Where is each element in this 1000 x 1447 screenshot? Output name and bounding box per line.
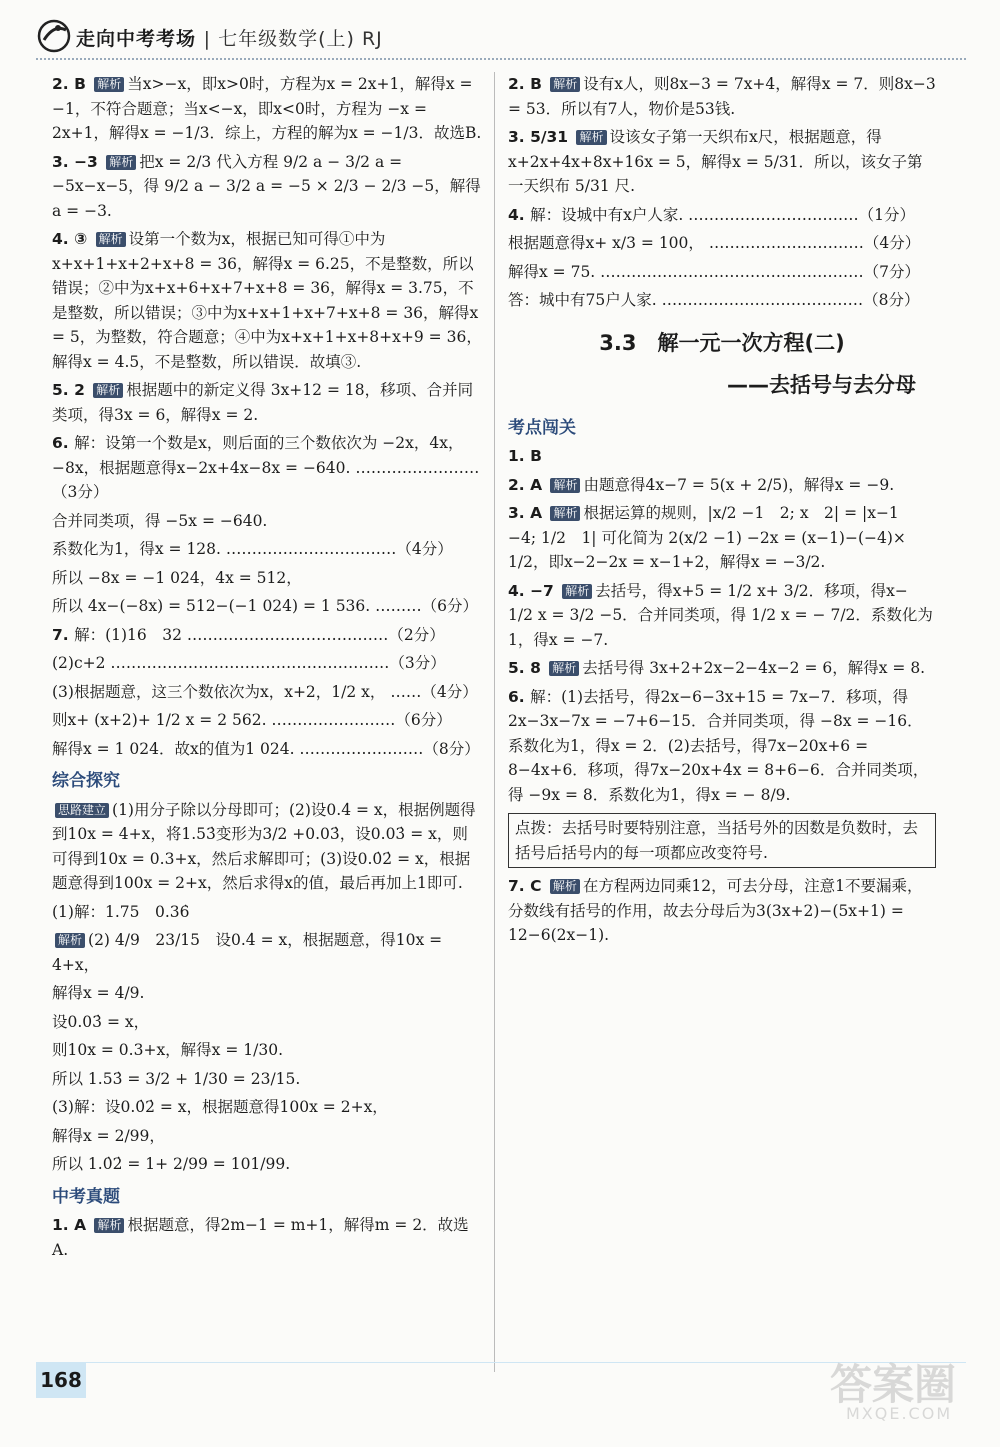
header-subtitle: | 七年级数学(上) RJ (203, 28, 383, 50)
answer-item (508, 260, 936, 285)
answer-text: 根据运算的规则，|x/2 −1 2; x 2| = |x−1 −4; 1/2 1| 可化简为 2(x/2 −1) −2x = (x−1)−(−4)× 1/2，即x−2−2x = x−1+2，解得x = −3/2. (508, 504, 915, 571)
answer-number: 2. A (508, 475, 548, 494)
answer-text: 解：(1)去括号，得2x−6−3x+15 = 7x−7．移项，得2x−3x−7x = −7+6−15．合并同类项，得 −8x = −16．系数化为1，得x = 2．(2)去括号，得7x−20x+6 = 8−4x+6．移项，得7x−20x+4x = 8+6−6．合并同类项，得 −9x = 8．系数化为1，得x = − 8/9. (508, 687, 929, 804)
answer-text: 解：设城中有x户人家. ……………………………（1分） (530, 205, 916, 224)
answer-text: 解得x = 1 024．故x的值为1 024. ……………………（8分） (52, 739, 480, 758)
answer-number: 7. C (508, 877, 547, 895)
answer-text: 则x+ (x+2)+ 1/2 x = 2 562. ……………………（6分） (52, 711, 452, 729)
answer-item (508, 874, 936, 948)
answer-item (52, 594, 482, 619)
analysis-tag: 解析 (549, 661, 579, 676)
analysis-tag: 解析 (96, 232, 126, 247)
analysis-tag: 解析 (562, 584, 592, 599)
answer-text: 解：(1)16 32 …………………………………（2分） (74, 625, 445, 644)
page-number: 168 (36, 1362, 86, 1398)
answer-text: 去括号，得x+5 = 1/2 x+ 3/2．移项，得x− 1/2 x = 3/2 −5．合并同类项，得 1/2 x = − 7/2．系数化为1，得x = −7. (508, 581, 933, 649)
answer-item (52, 651, 482, 676)
answer-text: (3)根据题意，这三个数依次为x，x+2，1/2 x， ……（4分） (52, 682, 478, 701)
answer-item (52, 431, 482, 505)
analysis-tag: 解析 (94, 77, 124, 92)
answer-text: 系数化为1，得x = 128. ……………………………（4分） (52, 540, 453, 558)
analysis-tag: 解析 (93, 383, 123, 398)
answer-text: 解得x = 2/99， (52, 1126, 165, 1145)
answer-item (508, 656, 936, 681)
analysis-tag: 解析 (94, 1218, 124, 1233)
right-column (508, 72, 941, 952)
header-brand (76, 24, 383, 51)
analysis-tag: 解析 (576, 130, 606, 145)
watermark-sub: MXQE.COM (846, 1404, 953, 1423)
answer-text: (1)用分子除以分母即可；(2)设0.4̇ = x，根据例题得到10x = 4+x，将1.53̇变形为3/2 +0.03̇，设0.03̇ = x，则可得到10x = 0.3+x，然后求解即可；(3)设0.0̇2̇ = x，根据题意得到100x = 2+x，然后求得x的值，最后再加上1即可. (52, 800, 476, 892)
answer-item (52, 150, 482, 224)
answer-text: 根据题意，得2m−1 = m+1，解得m = 2．故选A. (52, 1216, 469, 1259)
answer-item (508, 72, 941, 121)
answer-item (52, 1067, 482, 1092)
answer-text: 设0.03̇ = x， (52, 1012, 150, 1031)
answer-number: 7. (52, 625, 75, 644)
answer-text: 由题意得4x−7 = 5(x + 2/5)，解得x = −9. (583, 475, 895, 494)
answer-number: 3. −3 (52, 152, 104, 171)
answer-item (52, 1095, 482, 1120)
answer-number: 4. (508, 205, 531, 224)
header-divider (36, 58, 966, 60)
answer-item (508, 288, 936, 313)
answer-text: 解得x = 4/9. (52, 984, 145, 1002)
answer-item (508, 473, 936, 498)
answer-number: 6. (508, 687, 531, 706)
answer-item (52, 509, 482, 534)
answer-text: 所以 1.0̇2̇ = 1+ 2/99 = 101/99. (52, 1155, 291, 1173)
answer-item (508, 579, 936, 653)
answer-text: 设有x人，则8x−3 = 7x+4，解得x = 7．则8x−3 = 53．所以有7人，物价是53钱. (508, 75, 941, 118)
answer-item (52, 378, 482, 427)
section-heading: 中考真题 (52, 1186, 120, 1207)
logo-icon (36, 18, 72, 54)
answer-text: (3)解：设0.0̇2̇ = x，根据题意得100x = 2+x， (52, 1098, 388, 1116)
answer-text: 所以 −8x = −1 024，4x = 512， (52, 568, 302, 587)
answer-text: 在方程两边同乘12，可去分母，注意1不要漏乘，分数线有括号的作用，故去分母后为3(3x+2)−(5x+1) = 12−6(2x−1). (508, 877, 923, 944)
answer-number: 2. B (52, 75, 92, 93)
answer-item (508, 685, 936, 808)
answer-number: 1. B (508, 447, 548, 465)
answer-item (52, 1213, 482, 1262)
answer-item (52, 1038, 482, 1063)
analysis-tag: 解析 (55, 933, 85, 948)
answer-number: 2. B (508, 75, 548, 93)
brand-name: 走向中考考场 (76, 28, 197, 50)
answer-item (508, 231, 936, 256)
analysis-tag: 解析 (550, 506, 580, 521)
column-divider (494, 72, 495, 1372)
answer-number: 5. 2 (52, 381, 91, 399)
answer-number: 3. 5/31 (508, 128, 574, 146)
answer-text: 答：城中有75户人家. …………………………………（8分） (508, 291, 920, 309)
page-header (36, 18, 966, 58)
answer-item (52, 900, 482, 925)
answer-item (52, 680, 482, 705)
answer-item (52, 981, 482, 1006)
answer-text: (2)c+2 ………………………………………………（3分） (52, 654, 446, 672)
analysis-tag: 解析 (550, 77, 580, 92)
answer-text: 去括号得 3x+2+2x−2−4x−2 = 6，解得x = 8. (582, 659, 926, 677)
answer-item (508, 125, 936, 199)
answer-number: 4. −7 (508, 581, 560, 600)
answer-text: 解：设第一个数是x，则后面的三个数依次为 −2x，4x，−8x，根据题意得x−2x+4x−8x = −640. ……………………（3分） (52, 434, 480, 501)
answer-item (52, 798, 482, 896)
answer-number: 5. 8 (508, 659, 547, 677)
answer-text: 根据题意得x+ x/3 = 100， …………………………（4分） (508, 234, 921, 252)
answer-text: 点拨：去括号时要特别注意，当括号外的因数是负数时，去括号后括号内的每一项都应改变符号. (515, 819, 919, 862)
analysis-tag: 思路建立 (55, 803, 109, 818)
answer-item (508, 444, 936, 469)
analysis-tag: 解析 (550, 478, 580, 493)
answer-item (52, 566, 482, 591)
answer-item (52, 1124, 482, 1149)
answer-item (52, 1010, 482, 1035)
watermark-main: 答案圈 (830, 1360, 957, 1409)
answer-item (508, 203, 936, 228)
answer-text: 解得x = 75. ……………………………………………（7分） (508, 262, 921, 281)
answer-text: 设第一个数为x，根据已知可得①中为x+x+1+x+2+x+8 = 36，解得x = 6.25，不是整数，所以错误；②中为x+x+6+x+7+x+8 = 36，解得x = 3.75，不是整数，所以错误；③中为x+x+1+x+7+x+8 = 36，解得x = 5，为整数，符合题意；④中为x+x+1+x+8+x+9 = 36，解得x = 4.5，不是整数，所以错误．故填③. (52, 230, 484, 371)
answer-text: 把x = 2/3 代入方程 9/2 a − 3/2 a = −5x−x−5，得 9/2 a − 3/2 a = −5 × 2/3 − 2/3 −5，解得a = −3. (52, 152, 481, 220)
answer-item (52, 227, 482, 374)
section-subtitle: ——去括号与去分母 (727, 373, 916, 397)
answer-item (52, 623, 482, 648)
answer-number: 3. A (508, 504, 548, 522)
left-column (52, 72, 482, 1266)
answer-item (52, 72, 482, 146)
answer-item (52, 737, 482, 762)
answer-number: 1. A (52, 1216, 92, 1234)
analysis-tag: 解析 (550, 879, 580, 894)
answer-text: 所以 4x−(−8x) = 512−(−1 024) = 1 536. ………（6分） (52, 597, 479, 615)
answer-item (508, 501, 936, 575)
answer-text: 合并同类项，得 −5x = −640. (52, 511, 268, 530)
watermark (830, 1352, 980, 1432)
answer-text: 则10x = 0.3+x，解得x = 1/30. (52, 1041, 284, 1059)
section-heading: 综合探究 (52, 771, 120, 791)
answer-text: (1)解：1.75 0.36̇ (52, 902, 190, 921)
answer-text: 设该女子第一天织布x尺，根据题意，得 x+2x+4x+8x+16x = 5，解得x = 5/31．所以，该女子第一天织布 5/31 尺. (508, 128, 923, 195)
answer-item (52, 928, 482, 977)
answer-text: 当x>−x，即x>0时，方程为x = 2x+1，解得x = −1，不符合题意；当x<−x，即x<0时，方程为 −x = 2x+1，解得x = −1/3．综上，方程的解为x = −1/3．故选B. (52, 75, 482, 142)
analysis-tag: 解析 (106, 155, 136, 170)
section-title: 3.3 解一元一次方程(二) (599, 330, 845, 355)
answer-text: 所以 1.53̇ = 3/2 + 1/30 = 23/15. (52, 1069, 301, 1088)
answer-number: 6. (52, 434, 75, 452)
answer-text: (2) 4/9 23/15 设0.4̇ = x，根据题意，得10x = 4+x， (52, 931, 448, 974)
answer-item (52, 708, 482, 733)
answer-text: 根据题中的新定义得 3x+12 = 18，移项、合并同类项，得3x = 6，解得x = 2. (52, 381, 474, 424)
answer-item (52, 1152, 482, 1177)
tip-box (508, 813, 936, 868)
section-heading: 考点闯关 (508, 417, 576, 438)
answer-item (52, 537, 482, 562)
answer-number: 4. ③ (52, 230, 93, 248)
